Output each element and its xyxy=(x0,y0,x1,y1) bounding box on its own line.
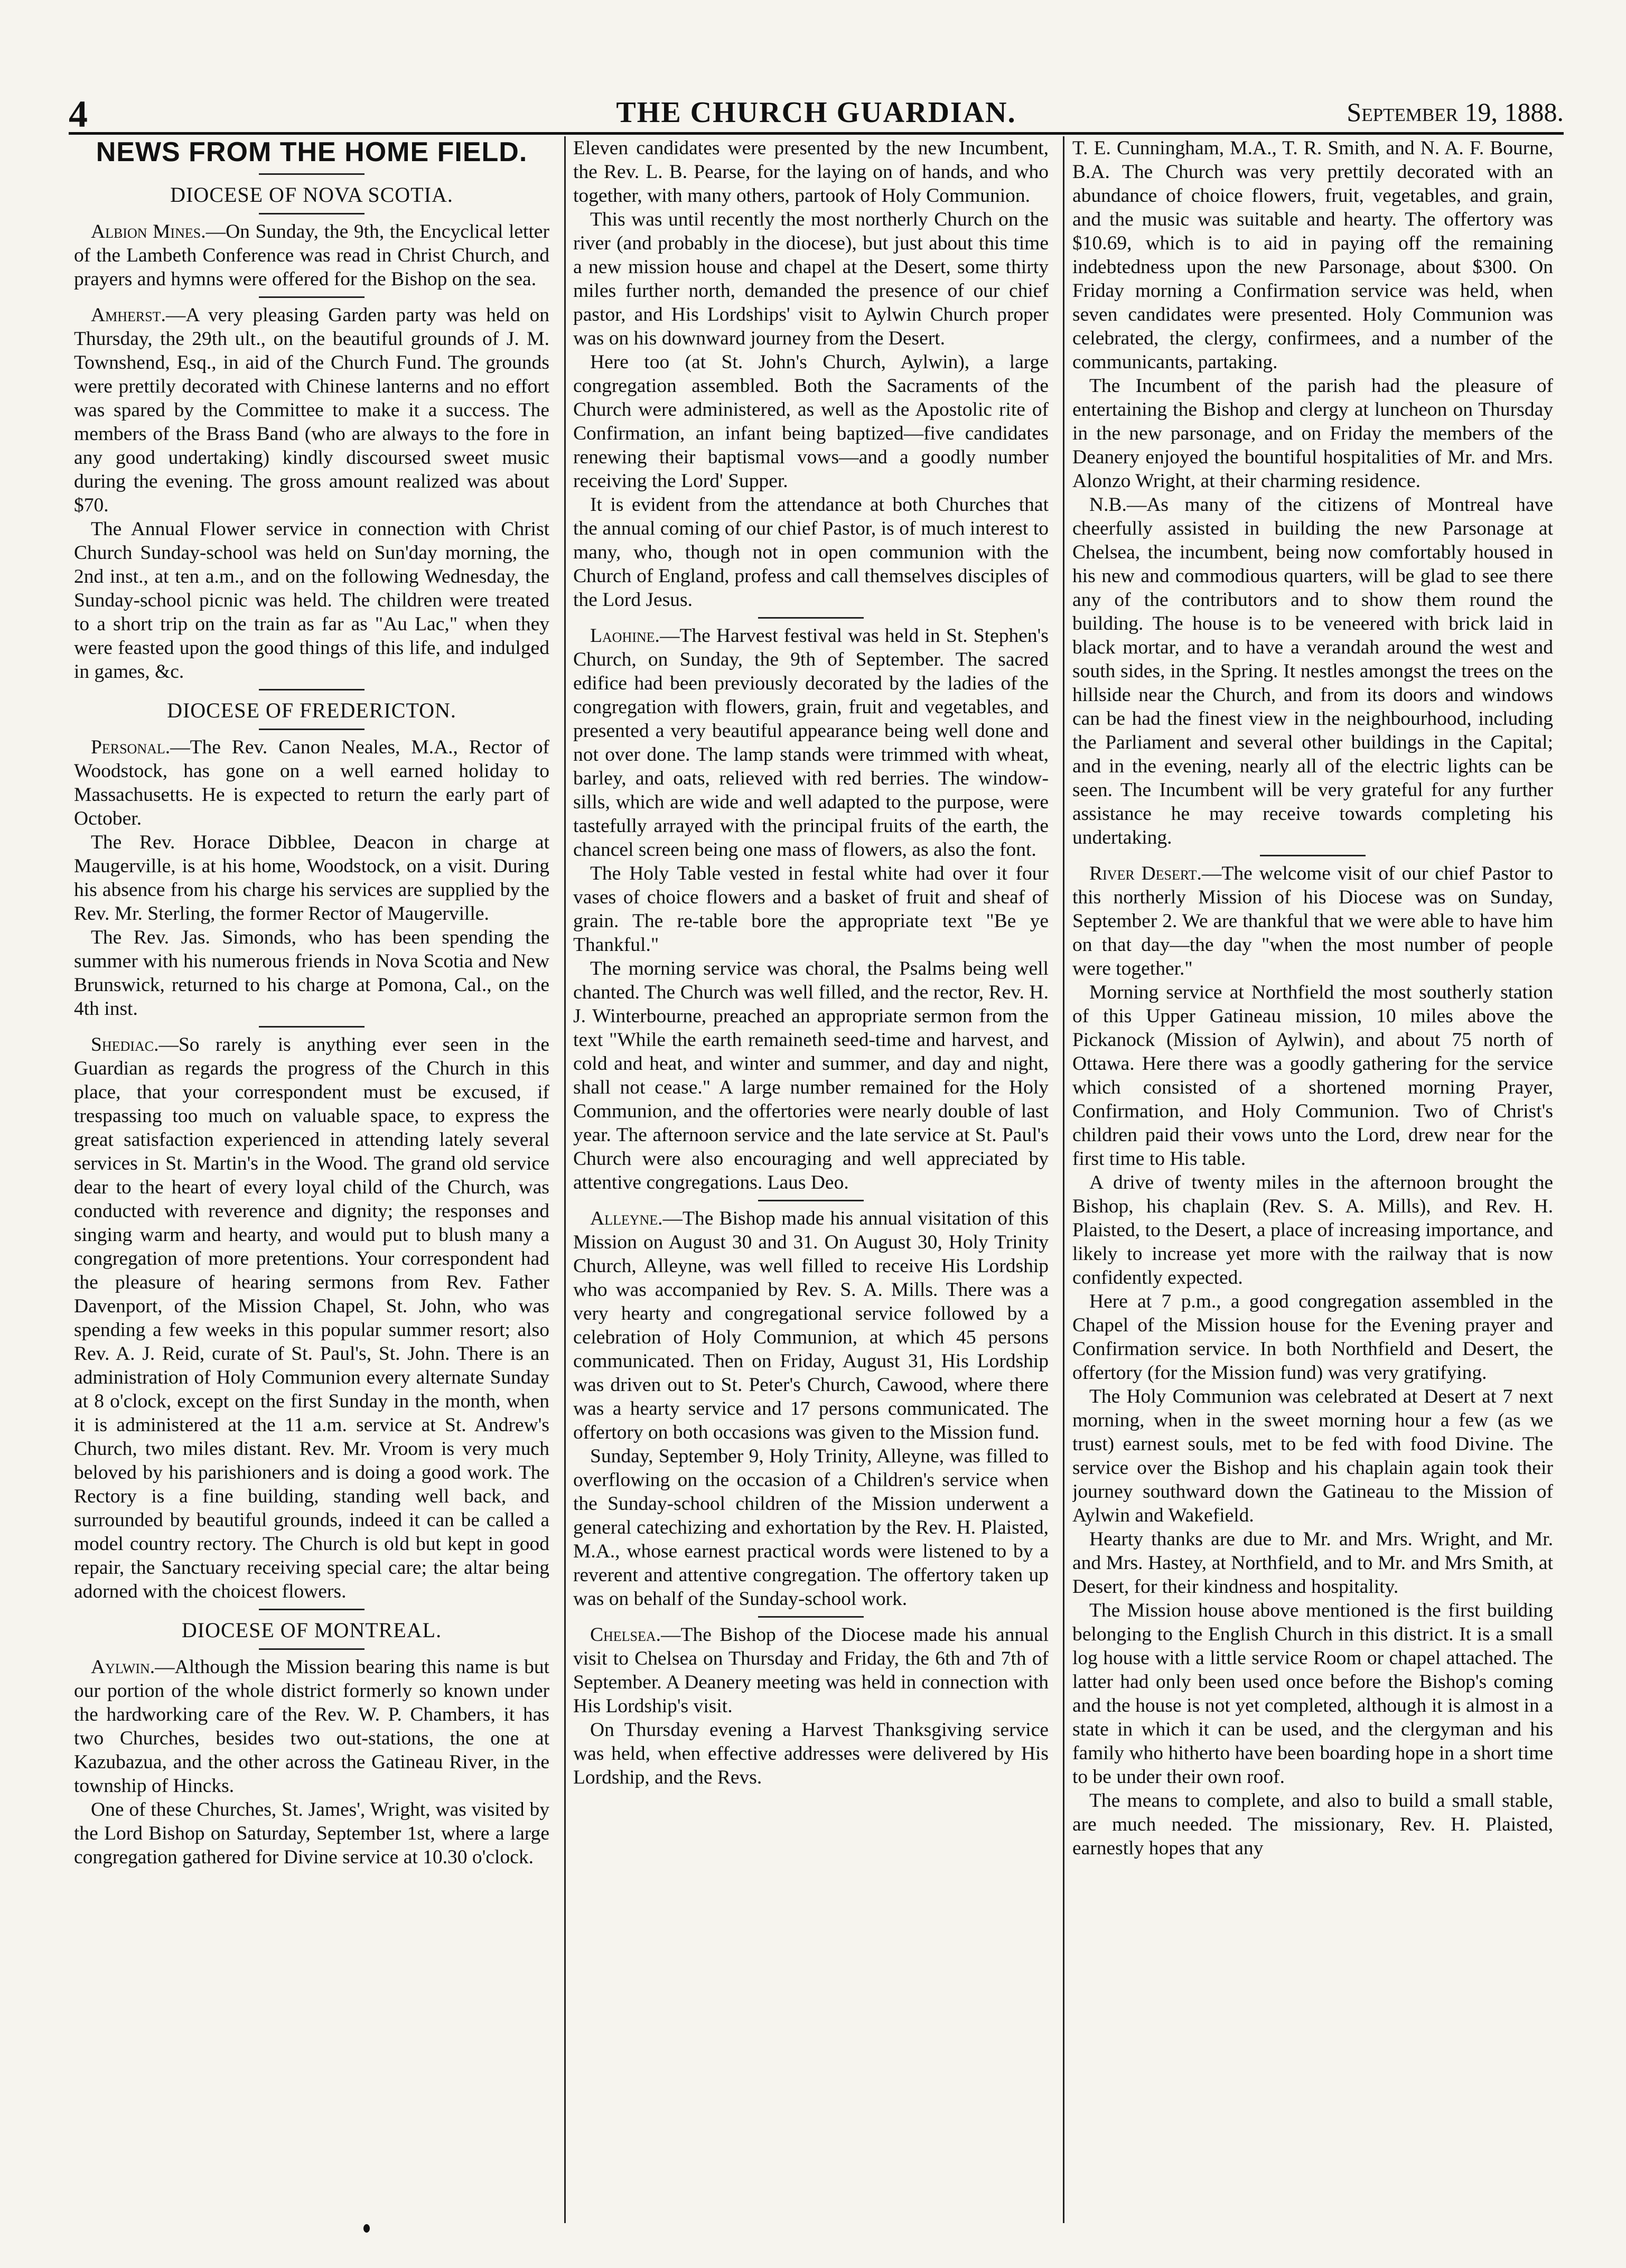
article-paragraph: Chelsea.—The Bishop of the Diocese made his annual visit to Chelsea on Thursday and Friday, the 6th and 7th of September. A Deanery meeting was held in connection with His Lordship's visit. xyxy=(573,1624,1049,1717)
article-paragraph: The Incumbent of the parish had the pleasure of entertaining the Bishop and clergy at luncheon on Thursday in the new parsonage, and on Friday the members of the Deanery enjoyed the bountiful hospitalities of Mr. and Mrs. Alonzo Wright, at their charming residence. xyxy=(1072,375,1553,492)
column-3 xyxy=(1072,136,1553,2223)
divider xyxy=(758,617,864,619)
divider xyxy=(259,689,365,690)
article-paragraph: The Annual Flower service in connection with Christ Church Sunday-school was held on Sun'day morning, the 2nd inst., at ten a.m., and on the following Wednesday, the Sunday-school picnic was held. The children were treated to a short trip on the train as far as "Au Lac," when they were feasted upon the good things of this life, and indulged in games, &c. xyxy=(74,518,549,683)
article-lead: Chelsea. xyxy=(590,1624,661,1646)
article-lead: Personal. xyxy=(91,736,171,758)
page-header xyxy=(69,92,1564,135)
article-paragraph: The means to complete, and also to build a small stable, are much needed. The missionary, Rev. H. Plaisted, earnestly hopes that any xyxy=(1072,1790,1553,1859)
article-paragraph: It is evident from the attendance at both Churches that the annual coming of our chief Pastor, is of much interest to many, who, though not in open communion with the Church of England, profess and call themselves disciples of the Lord Jesus. xyxy=(573,494,1049,611)
ink-mark xyxy=(363,2224,370,2233)
article-paragraph: Personal.—The Rev. Canon Neales, M.A., Rector of Woodstock, has gone on a well earned holiday to Massachusetts. He is expected to return the early part of October. xyxy=(74,736,549,829)
column-1 xyxy=(74,136,549,2223)
article-paragraph: Aylwin.—Although the Mission bearing this name is but our portion of the whole district formerly so known under the hardworking care of the Rev. W. P. Chambers, it has two Churches, besides two out-stations, the one at Kazubazua, and the other across the Gatineau River, in the township of Hincks. xyxy=(74,1656,549,1797)
issue-date: September 19, 1888. xyxy=(1347,97,1564,127)
article-lead: Amherst. xyxy=(91,304,166,326)
article-paragraph: Sunday, September 9, Holy Trinity, Alleyne, was filled to overflowing on the occasion of a Children's service when the Sunday-school children of the Mission underwent a general catechizing and exhortation by the Rev. H. Plaisted, M.A., whose earnest practical words were listened to by a reverent and attentive congregation. The offertory taken up was on behalf of the Sunday-school work. xyxy=(573,1445,1049,1610)
article-paragraph: Morning service at Northfield the most southerly station of this Upper Gatineau mission, 10 miles above the Pickanock (Mission of Aylwin), and about 75 north of Ottawa. Here there was a goodly gathering for the service which consisted of a shortened morning Prayer, Confirmation, and Holy Communion. Two of Christ's children paid their vows unto the Lord, drew near for the first time to His table. xyxy=(1072,982,1553,1170)
article-paragraph: The morning service was choral, the Psalms being well chanted. The Church was well filled, and the rector, Rev. H. J. Winterbourne, preached an appropriate sermon from the text "While the earth remaineth seed-time and harvest, and cold and heat, and winter and summer, and day and night, shall not cease." A large number remained for the Holy Communion, and the offertories were nearly double of last year. The afternoon service and the late service at St. Paul's Church were also encouraging and well appreciated by attentive congregations. Laus Deo. xyxy=(573,958,1049,1193)
article-paragraph: River Desert.—The welcome visit of our chief Pastor to this northerly Mission of his Diocese was on Sunday, September 2. We are thankful that we were able to have him on that day—the day "when the most number of people were together." xyxy=(1072,863,1553,979)
divider xyxy=(758,1616,864,1618)
page-number: 4 xyxy=(69,93,88,135)
article-paragraph: Alleyne.—The Bishop made his annual visitation of this Mission on August 30 and 31. On August 30, Holy Trinity Church, Alleyne, was well filled to receive His Lordship who was accompanied by Rev. S. A. Mills. There was a very hearty and congregational service followed by a celebration of Holy Communion, at which 45 persons communicated. Then on Friday, August 31, His Lordship was driven out to St. Peter's Church, Cawood, where there was a hearty service and 17 persons communicated. The offertory on both occasions was given to the Mission fund. xyxy=(573,1208,1049,1443)
divider xyxy=(259,296,365,298)
article-paragraph: Eleven candidates were presented by the new Incumbent, the Rev. L. B. Pearse, for the laying on of hands, and who together, with many others, partook of Holy Communion. xyxy=(573,137,1049,207)
article-lead: Laohine. xyxy=(590,625,660,647)
article-paragraph: N.B.—As many of the citizens of Montreal have cheerfully assisted in building the new Parsonage at Chelsea, the incumbent, being now comfortably housed in his new and commodious quarters, will be glad to see there any of the contributors and to show them round the building. The house is to be veneered with brick laid in black mortar, and to have a verandah around the west and south sides, in the Spring. It nestles amongst the trees on the hillside near the Church, and from its doors and windows can be had the finest view in the neighbourhood, including the Parliament and several other buildings in the Capital; and in the evening, nearly all of the electric lights can be seen. The Incumbent will be very grateful for any further assistance he may receive towards completing his undertaking. xyxy=(1072,494,1553,848)
article-paragraph: Here too (at St. John's Church, Aylwin), a large congregation assembled. Both the Sacraments of the Church were administered, as well as the Apostolic rite of Confirmation, an infant being baptized—five candidates renewing their baptismal vows—and a goodly number receiving the Lord' Supper. xyxy=(573,351,1049,492)
article-lead: Albion Mines. xyxy=(91,221,206,242)
divider xyxy=(259,213,365,214)
diocese-heading: DIOCESE OF MONTREAL. xyxy=(181,1618,442,1642)
article-paragraph: The Rev. Horace Dibblee, Deacon in charge at Maugerville, is at his home, Woodstock, on a visit. During his absence from his charge his services are supplied by the Rev. Mr. Sterling, the former Rector of Maugerville. xyxy=(74,832,549,925)
article-paragraph: Here at 7 p.m., a good congregation assembled in the Chapel of the Mission house for the Evening prayer and Confirmation service. In both Northfield and Desert, the offertory (for the Mission fund) was very gratifying. xyxy=(1072,1291,1553,1384)
article-paragraph: On Thursday evening a Harvest Thanksgiving service was held, when effective addresses were delivered by His Lordship, and the Revs. xyxy=(573,1719,1049,1788)
divider xyxy=(758,1200,864,1201)
article-paragraph: The Holy Table vested in festal white had over it four vases of choice flowers and a basket of fruit and sheaf of grain. The re-table bore the appropriate text "Be ye Thankful." xyxy=(573,863,1049,956)
divider xyxy=(259,1609,365,1610)
article-paragraph: Hearty thanks are due to Mr. and Mrs. Wright, and Mr. and Mrs. Hastey, at Northfield, and to Mr. and Mrs Smith, at Desert, for their kindness and hospitality. xyxy=(1072,1528,1553,1598)
article-lead: Alleyne. xyxy=(590,1208,663,1229)
article-paragraph: The Mission house above mentioned is the first building belonging to the English Church in this district. It is a small log house with a little service Room or chapel attached. The latter had only been used once before the Bishop's coming and the house is not yet completed, although it is almost in a state in which it can be used, and the clergyman and his family who hitherto have been boarding hope in a short time to be under their own roof. xyxy=(1072,1600,1553,1788)
article-paragraph: Albion Mines.—On Sunday, the 9th, the Encyclical letter of the Lambeth Conference was read in Christ Church, and prayers and hymns were offered for the Bishop on the sea. xyxy=(74,221,549,290)
article-lead: Shediac. xyxy=(91,1034,159,1056)
column-2 xyxy=(573,136,1049,2223)
divider xyxy=(259,1648,365,1650)
column-divider xyxy=(1063,136,1064,2223)
article-lead: Aylwin. xyxy=(91,1656,155,1678)
divider xyxy=(259,1026,365,1028)
header-rule xyxy=(69,132,1564,135)
article-paragraph: Shediac.—So rarely is anything ever seen in the Guardian as regards the progress of the Church in this place, that your correspondent must be excused, if trespassing too much on valuable space, to express the great satisfaction experienced in attending lately several services in St. Martin's in the Wood. The grand old service dear to the heart of every loyal child of the Church, was conducted with reverence and dignity; the responses and singing warm and hearty, and would put to blush many a congregation of more pretentions. Your correspondent had the pleasure of hearing sermons from Rev. Father Davenport, of the Mission Chapel, St. John, who was spending a few weeks in this popular summer resort; also Rev. A. J. Reid, curate of St. Paul's, St. John. There is an administration of Holy Communion every alternate Sunday at 8 o'clock, except on the first Sunday in the month, when it is administered at the 11 a.m. service at St. Andrew's Church, two miles distant. Rev. Mr. Vroom is very much beloved by his parishioners and is doing a good work. The Rectory is a fine building, standing well back, and surrounded by beautiful grounds, indeed it can be called a model country rectory. The Church is old but kept in good repair, the Sanctuary receiving special care; the altar being adorned with the choicest flowers. xyxy=(74,1034,549,1602)
article-paragraph: T. E. Cunningham, M.A., T. R. Smith, and N. A. F. Bourne, B.A. The Church was very prettily decorated with an abundance of choice flowers, fruit, vegetables, and grain, and the music was suitable and hearty. The offertory was $10.69, which is to aid in paying off the remaining indebtedness upon the new Parsonage, about $300. On Friday morning a Confirmation service was held, when seven candidates were presented. Holy Communion was celebrated, the clergy, confirmees, and a number of the communicants, partaking. xyxy=(1072,137,1553,373)
article-paragraph: Amherst.—A very pleasing Garden party was held on Thursday, the 29th ult., on the beautiful grounds of J. M. Townshend, Esq., in aid of the Church Fund. The grounds were prettily decorated with Chinese lanterns and no effort was spared by the Committee to make it a success. The members of the Brass Band (who are always to the fore in any good undertaking) kindly discoursed sweet music during the evening. The gross amount realized was about $70. xyxy=(74,304,549,516)
column-divider xyxy=(564,136,566,2223)
diocese-heading: DIOCESE OF NOVA SCOTIA. xyxy=(170,183,453,207)
divider xyxy=(1260,855,1366,856)
article-paragraph: One of these Churches, St. James', Wright, was visited by the Lord Bishop on Saturday, September 1st, where a large congregation gathered for Divine service at 10.30 o'clock. xyxy=(74,1799,549,1868)
article-paragraph: The Holy Communion was celebrated at Desert at 7 next morning, when in the sweet morning hour a few (as we trust) earnest souls, met to be fed with food Divine. The service over the Bishop and his chaplain again took their journey southward down the Gatineau to the Mission of Aylwin and Wakefield. xyxy=(1072,1386,1553,1526)
divider xyxy=(259,173,365,175)
article-lead: River Desert. xyxy=(1089,863,1202,884)
article-paragraph: Laohine.—The Harvest festival was held in St. Stephen's Church, on Sunday, the 9th of September. The sacred edifice had been previously decorated by the ladies of the congregation with flowers, grain, fruit and vegetables, and presented a very beautiful appearance being well done and not over done. The lamp stands were trimmed with wheat, barley, and oats, relieved with red berries. The window-sills, which are wide and well adapted to the purpose, were tastefully arrayed with the principal fruits of the earth, the chancel screen being one mass of flowers, as also the font. xyxy=(573,625,1049,861)
section-title: NEWS FROM THE HOME FIELD. xyxy=(96,137,528,167)
article-paragraph: A drive of twenty miles in the afternoon brought the Bishop, his chaplain (Rev. S. A. Mills), and Rev. H. Plaisted, to the Desert, a place of increasing importance, and likely to increase yet more with the railway that is now confidently expected. xyxy=(1072,1172,1553,1289)
divider xyxy=(259,729,365,730)
diocese-heading: DIOCESE OF FREDERICTON. xyxy=(167,698,456,722)
newspaper-title: THE CHURCH GUARDIAN. xyxy=(616,96,1016,129)
article-paragraph: The Rev. Jas. Simonds, who has been spending the summer with his numerous friends in Nova Scotia and New Brunswick, returned to his charge at Pomona, Cal., on the 4th inst. xyxy=(74,927,549,1020)
article-paragraph: This was until recently the most northerly Church on the river (and probably in the diocese), but just about this time a new mission house and chapel at the Desert, some thirty miles further north, demanded the presence of our chief pastor, and His Lordships' visit to Aylwin Church proper was on his downward journey from the Desert. xyxy=(573,209,1049,349)
